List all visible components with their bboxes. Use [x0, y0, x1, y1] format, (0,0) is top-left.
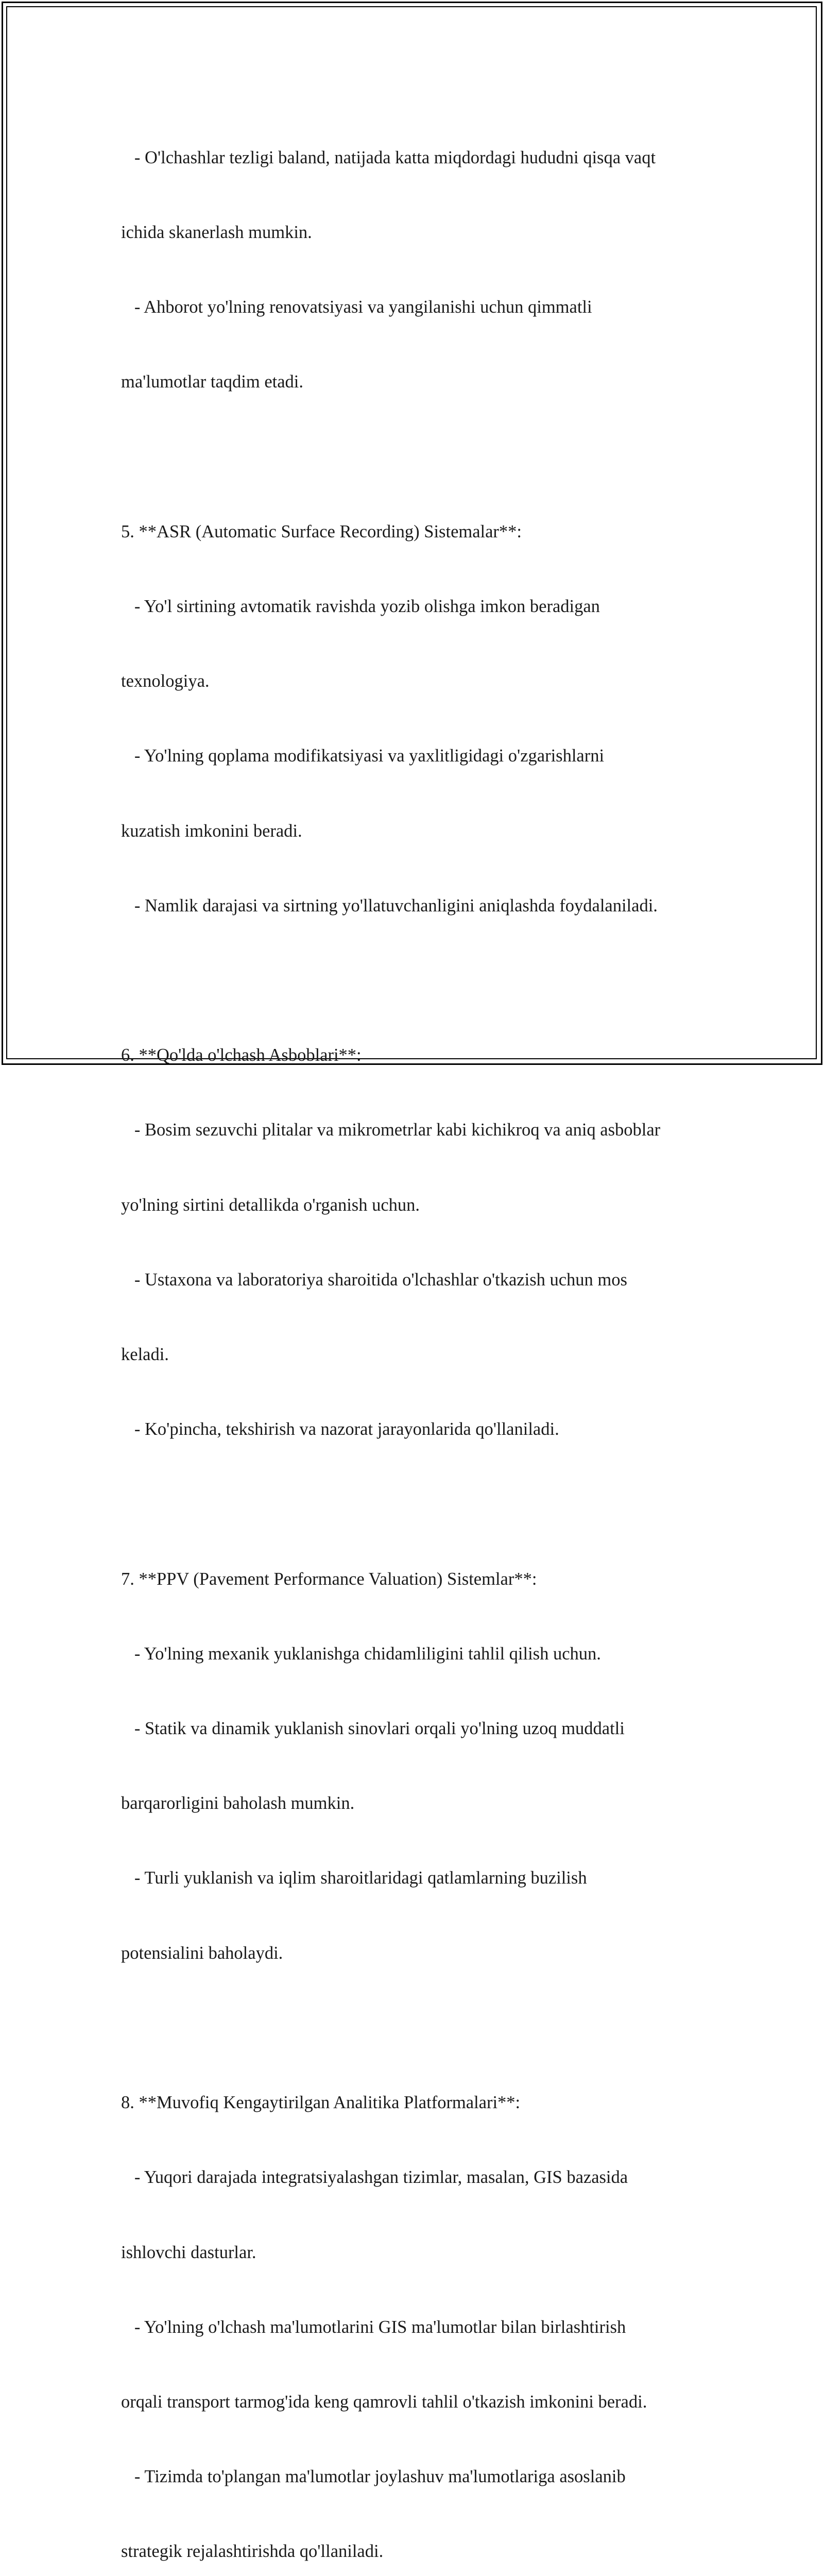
text-line: ichida skanerlash mumkin. [121, 223, 312, 243]
text-line: - Yuqori darajada integratsiyalashgan tizimlar, masalan, GIS bazasida [121, 2167, 628, 2188]
text-line: keladi. [121, 1345, 169, 1365]
text-line: - Bosim sezuvchi plitalar va mikrometrlar kabi kichikroq va aniq asboblar [121, 1120, 661, 1140]
blank-line [121, 968, 708, 993]
section-heading-8: 8. **Muvofiq Kengaytirilgan Analitika Platformalari**: [121, 2093, 521, 2113]
text-line: - Yo'lning mexanik yuklanishga chidamliligini tahlil qilish uchun. [121, 1643, 601, 1664]
text-line: orqali transport tarmog'ida keng qamrovli tahlil o'tkazish imkonini beradi. [121, 2392, 647, 2412]
text-line: - Ustaxona va laboratoriya sharoitida o'lchashlar o'tkazish uchun mos [121, 1269, 627, 1290]
text-line: - Ahborot yo'lning renovatsiyasi va yangilanishi uchun qimmatli [121, 297, 592, 317]
text-line: strategik rejalashtirishda qo'llaniladi. [121, 2541, 384, 2562]
section-heading-7: 7. **PPV (Pavement Performance Valuation) Sistemlar**: [121, 1569, 537, 1589]
text-line: potensialini baholaydi. [121, 1943, 283, 1963]
text-line: - Ko'pincha, tekshirish va nazorat jarayonlarida qo'llaniladi. [121, 1419, 559, 1439]
text-line: - Namlik darajasi va sirtning yo'llatuvchanligini aniqlashda foydalaniladi. [121, 895, 658, 916]
section-heading-5: 5. **ASR (Automatic Surface Recording) Sistemalar**: [121, 521, 522, 541]
text-line: kuzatish imkonini beradi. [121, 821, 302, 841]
document-body [121, 95, 708, 2576]
text-line: yo'lning sirtini detallikda o'rganish uchun. [121, 1195, 420, 1215]
text-line: barqarorligini baholash mumkin. [121, 1793, 355, 1814]
text-line: - O'lchashlar tezligi baland, natijada katta miqdordagi hududni qisqa vaqt [121, 147, 656, 167]
text-line: - Yo'lning qoplama modifikatsiyasi va yaxlitligidagi o'zgarishlarni [121, 746, 605, 766]
blank-line [121, 1492, 708, 1516]
text-line: - Yo'lning o'lchash ma'lumotlarini GIS ma'lumotlar bilan birlashtirish [121, 2317, 626, 2337]
text-line: ma'lumotlar taqdim etadi. [121, 372, 303, 392]
blank-line [121, 445, 708, 469]
text-line: - Tizimda to'plangan ma'lumotlar joylashuv ma'lumotlariga asoslanib [121, 2467, 626, 2487]
section-heading-6: 6. **Qo'lda o'lchash Asboblari**: [121, 1045, 362, 1065]
text-line: - Statik va dinamik yuklanish sinovlari orqali yo'lning uzoq muddatli [121, 1719, 625, 1739]
text-line: ishlovchi dasturlar. [121, 2242, 256, 2262]
blank-line [121, 2015, 708, 2040]
text-line: - Turli yuklanish va iqlim sharoitlaridagi qatlamlarning buzilish [121, 1868, 587, 1888]
text-line: - Yo'l sirtining avtomatik ravishda yozib olishga imkon beradigan [121, 597, 600, 617]
text-line: texnologiya. [121, 671, 210, 691]
